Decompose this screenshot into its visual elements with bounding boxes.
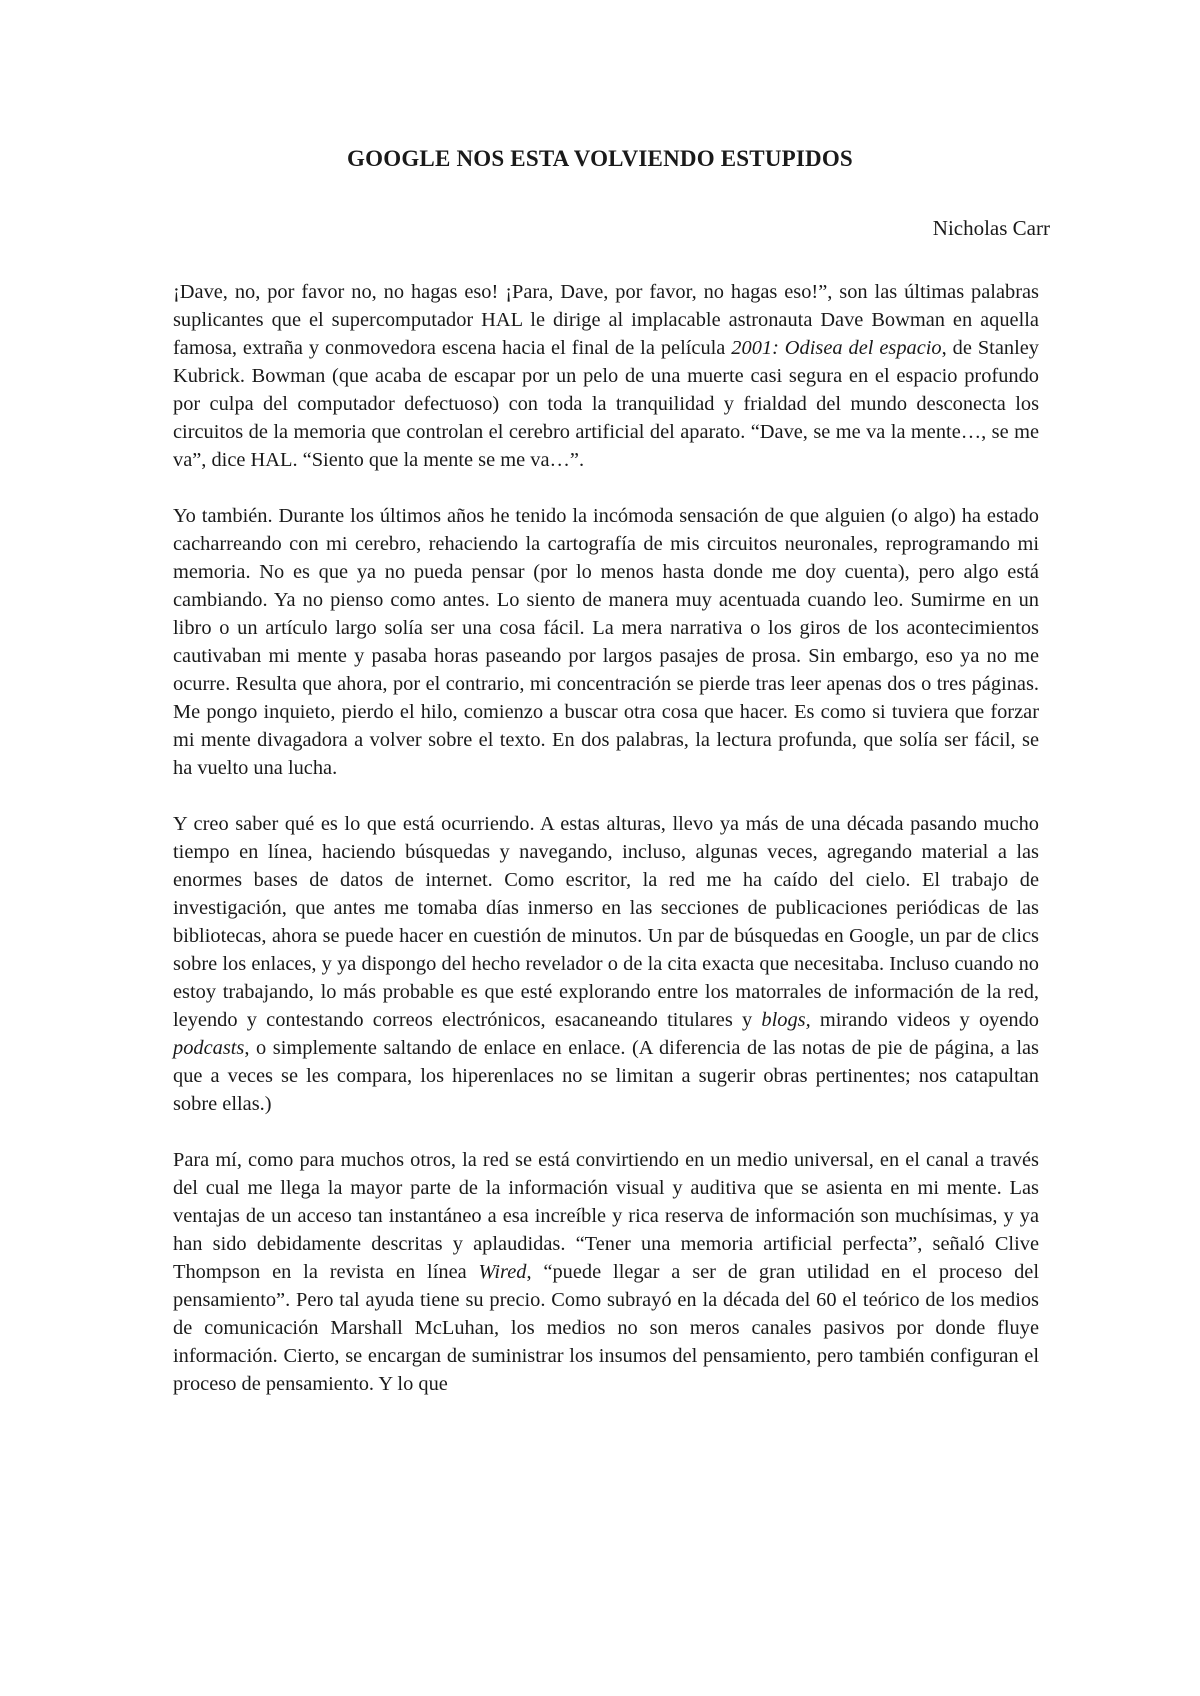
- paragraph-1: [173, 278, 1039, 474]
- author-name: Nicholas Carr: [932, 216, 1050, 240]
- paragraph-1-text-a: ¡Dave, no, por favor no, no hagas eso! ¡Para, Dave, por favor, no hagas eso!”, son las últimas palabras suplicantes que el supercomputador HAL le dirige al implacable astronauta Dave Bowman en aquella famosa, extraña y conmovedora escena hacia el final de la película: [173, 281, 1039, 359]
- paragraph-4: [173, 1146, 1039, 1398]
- document-title: GOOGLE NOS ESTA VOLVIENDO ESTUPIDOS: [347, 146, 853, 171]
- paragraph-2-text: Yo también. Durante los últimos años he tenido la incómoda sensación de que alguien (o algo) ha estado cacharreando con mi cerebro, rehaciendo la cartografía de mis circuitos neuronales, reprogramando mi memoria. No es que ya no pueda pensar (por lo menos hasta donde me doy cuenta), pero algo está cambiando. Ya no pienso como antes. Lo siento de manera muy acentuada cuando leo. Sumirme en un libro o un artículo largo solía ser una cosa fácil. La mera narrativa o los giros de los acontecimientos cautivaban mi mente y pasaba horas paseando por largos pasajes de prosa. Sin embargo, eso ya no me ocurre. Resulta que ahora, por el contrario, mi concentración se pierde tras leer apenas dos o tres páginas. Me pongo inquieto, pierdo el hilo, comienzo a buscar otra cosa que hacer. Es como si tuviera que forzar mi mente divagadora a volver sobre el texto. En dos palabras, la lectura profunda, que solía ser fácil, se ha vuelto una lucha.: [173, 505, 1039, 779]
- paragraph-3-text-c: , o simplemente saltando de enlace en enlace. (A diferencia de las notas de pie de página, a las que a veces se les compara, los hiperenlaces no se limitan a sugerir obras pertinentes; nos catapultan sobre ellas.): [173, 1037, 1039, 1115]
- paragraph-1-text-b: , de Stanley Kubrick. Bowman (que acaba de escapar por un pelo de una muerte casi segura en el espacio profundo por culpa del computador defectuoso) con toda la tranquilidad y frialdad del mundo desconecta los circuitos de la memoria que controlan el cerebro artificial del aparato. “Dave, se me va la mente…, se me va”, dice HAL. “Siento que la mente se me va…”.: [173, 337, 1039, 471]
- paragraph-3: [173, 810, 1039, 1118]
- paragraph-4-text-a: Para mí, como para muchos otros, la red se está convirtiendo en un medio universal, en el canal a través del cual me llega la mayor parte de la información visual y auditiva que se asienta en mi mente. Las ventajas de un acceso tan instantáneo a esa increíble y rica reserva de información son muchísimas, y ya han sido debidamente descritas y aplaudidas. “Tener una memoria artificial perfecta”, señaló Clive Thompson en la revista en línea: [173, 1149, 1039, 1283]
- document-body: [173, 278, 1039, 1426]
- paragraph-3-text-a: Y creo saber qué es lo que está ocurriendo. A estas alturas, llevo ya más de una década pasando mucho tiempo en línea, haciendo búsquedas y navegando, incluso, algunas veces, agregando material a las enormes bases de datos de internet. Como escritor, la red me ha caído del cielo. El trabajo de investigación, que antes me tomaba días inmerso en las secciones de publicaciones periódicas de las bibliotecas, ahora se puede hacer en cuestión de minutos. Un par de búsquedas en Google, un par de clics sobre los enlaces, y ya dispongo del hecho revelador o de la cita exacta que necesitaba. Incluso cuando no estoy trabajando, lo más probable es que esté explorando entre los matorrales de información de la red, leyendo y contestando correos electrónicos, esacaneando titulares y: [173, 813, 1039, 1031]
- blogs-term: blogs,: [761, 1009, 811, 1031]
- paragraph-4-text-b: , “puede llegar a ser de gran utilidad en el proceso del pensamiento”. Pero tal ayuda tiene su precio. Como subrayó en la década del 60 el teórico de los medios de comunicación Marshall McLuhan, los medios no son meros canales pasivos por donde fluye información. Cierto, se encargan de suministrar los insumos del pensamiento, pero también configuran el proceso de pensamiento. Y lo que: [173, 1261, 1039, 1395]
- film-title: 2001: Odisea del espacio: [731, 337, 942, 359]
- magazine-title: Wired: [478, 1261, 527, 1283]
- paragraph-2: [173, 502, 1039, 782]
- paragraph-3-text-b: mirando videos y oyendo: [810, 1009, 1039, 1031]
- podcasts-term: podcasts: [173, 1037, 245, 1059]
